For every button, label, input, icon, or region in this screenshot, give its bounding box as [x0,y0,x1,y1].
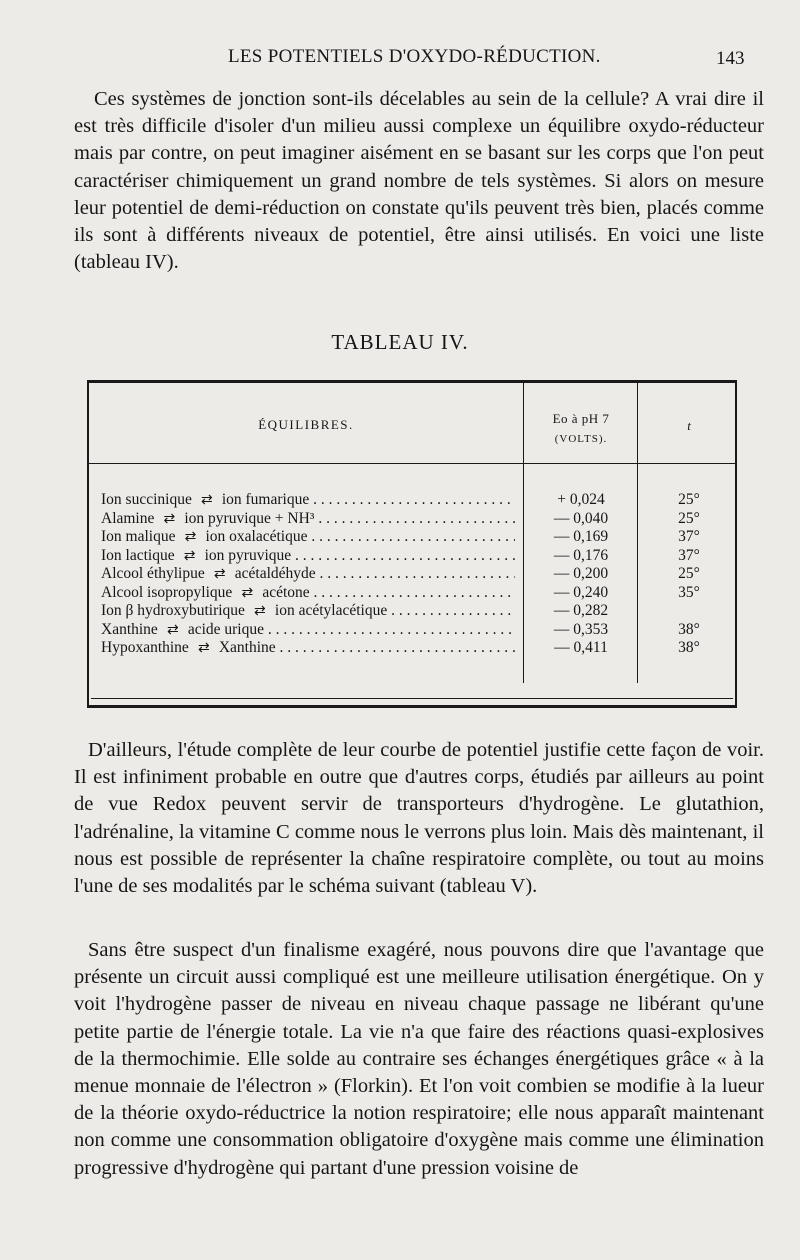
bottom-rule [91,698,733,699]
equilibrium-arrows-icon: ⇄ [197,641,210,656]
table-row [89,639,735,658]
running-title: LES POTENTIELS D'OXYDO-RÉDUCTION. [228,46,601,67]
header-rule [89,463,735,464]
reduced-form: Ion succinique [101,491,192,508]
eo-value: — 0,169 [553,528,609,545]
equilibrium-cell [101,639,515,657]
temperature-value: 37° [678,528,700,545]
equilibrium-arrows-icon: ⇄ [241,585,254,601]
temperature-value: 38° [678,639,700,656]
equilibrium-cell [101,510,515,528]
table-row [89,602,735,621]
eo-value: — 0,176 [553,546,609,564]
reduced-form: Hypoxanthine [101,639,189,656]
temperature-value: 38° [678,620,700,638]
table-row [89,547,735,566]
oxidized-form: Xanthine [218,639,276,656]
paragraph-discussion: D'ailleurs, l'étude complète de leur courbe de potentiel justifie cette façon de voir. Il est infiniment probable en outre que d'autres corps, étudiés par ailleurs au point de vue Redox peuvent servir de transporteurs d'hydrogène. Le glutathion, l'adrénaline, la vitamine C comme nous le verrons plus loin. Mais dès maintenant, il nous est possible de représenter la chaîne respiratoire complète, ou tout au moins l'une de ses modalités par le schéma suivant (tableau V). [74,739,764,898]
equilibrium-arrows-icon: ⇄ [163,511,176,527]
temperature-value: 37° [678,546,700,564]
reduced-form: Alcool isopropylique [101,583,233,601]
table-row [89,491,735,510]
equilibrium-arrows-icon: ⇄ [254,604,266,619]
temperature-value: 25° [678,509,700,527]
oxidized-form: acétone [262,583,310,601]
running-head [0,46,800,76]
equilibrium-arrows-icon: ⇄ [183,548,196,564]
equilibrium-cell [101,602,515,620]
table-row [89,565,735,584]
column-header-eo-line2: (VOLTS). [554,433,608,445]
paragraph-intro: Ces systèmes de jonction sont-ils décelables au sein de la cellule? A vrai dire il est très difficile d'isoler d'un milieu aussi complexe un équilibre oxydo-réducteur mais par contre, on peut imaginer aisément en se basant sur les corps que l'on peut caractériser chimiquement un grand nombre de tels systèmes. Si alors on mesure leur potentiel de demi-réduction on constate qu'ils peuvent très bien, placés comme ils sont à différents niveaux de potentiel, être ainsi utilisés. En voici une liste (tableau IV). [74,88,764,274]
reduced-form: Ion lactique [101,546,175,564]
column-header-t: t [687,418,691,433]
equilibrium-arrows-icon: ⇄ [184,530,197,545]
paragraph-conclusion: Sans être suspect d'un finalisme exagéré, nous pouvons dire que l'avantage que présente un circuit aussi compliqué est une meilleure utilisation énergétique. On y voit l'hydrogène passer de niveau en niveau chaque passage ne libérant qu'une petite partie de l'énergie totale. La vie n'a que faire des réactions quasi-explosives de la thermochimie. Elle solde au contraire ses échanges énergétiques grâce « à la menue monnaie de l'électron » (Florkin). Et l'on voit combien se modifie à la lueur de la théorie oxydo-réductrice la notion respiratoire; elle nous apparaît maintenant non comme une consommation obligatoire d'oxygène mais comme une élimination progressive d'hydrogène qui partant d'une pression voisine de [74,939,764,1179]
eo-value: — 0,240 [553,583,609,601]
temperature-value: 25° [678,491,700,508]
equilibrium-arrows-icon: ⇄ [213,567,226,582]
table-row [89,528,735,547]
table-row [89,510,735,529]
table-iv [87,380,737,708]
eo-value: — 0,040 [553,509,609,527]
table-body [89,491,735,658]
table-title: TABLEAU IV. [331,330,469,354]
oxidized-form: ion fumarique [221,491,310,508]
column-header-eo-line1: Eo à pH 7 [552,411,610,426]
equilibrium-cell [101,491,515,509]
reduced-form: Xanthine [101,620,158,638]
table-row [89,621,735,640]
reduced-form: Alcool éthylipue [101,565,205,582]
eo-value: + 0,024 [557,491,605,508]
equilibrium-arrows-icon: ⇄ [200,493,213,508]
column-header-equilibres: ÉQUILIBRES. [258,417,354,432]
equilibrium-cell [101,584,515,602]
equilibrium-cell [101,621,515,639]
equilibrium-arrows-icon: ⇄ [166,622,179,638]
reduced-form: Ion malique [101,528,176,545]
page-number: 143 [716,48,745,69]
table-row [89,584,735,603]
oxidized-form: ion pyruvique + NH³ [184,509,315,527]
eo-value: — 0,353 [553,620,609,638]
reduced-form: Ion β hydroxybutirique [101,602,245,619]
oxidized-form: ion acétylacétique [274,602,388,619]
oxidized-form: ion pyruvique [204,546,292,564]
oxidized-form: acide urique [187,620,264,638]
temperature-value: 35° [678,583,700,601]
eo-value: — 0,411 [554,639,608,656]
equilibrium-cell [101,547,515,565]
eo-value: — 0,282 [553,602,609,619]
eo-value: — 0,200 [553,565,609,582]
oxidized-form: acétaldéhyde [234,565,316,582]
column-header-eo [525,408,637,450]
equilibrium-cell [101,565,515,583]
equilibrium-cell [101,528,515,546]
temperature-value: 25° [678,565,700,582]
reduced-form: Alamine [101,509,155,527]
oxidized-form: ion oxalacétique [205,528,308,545]
